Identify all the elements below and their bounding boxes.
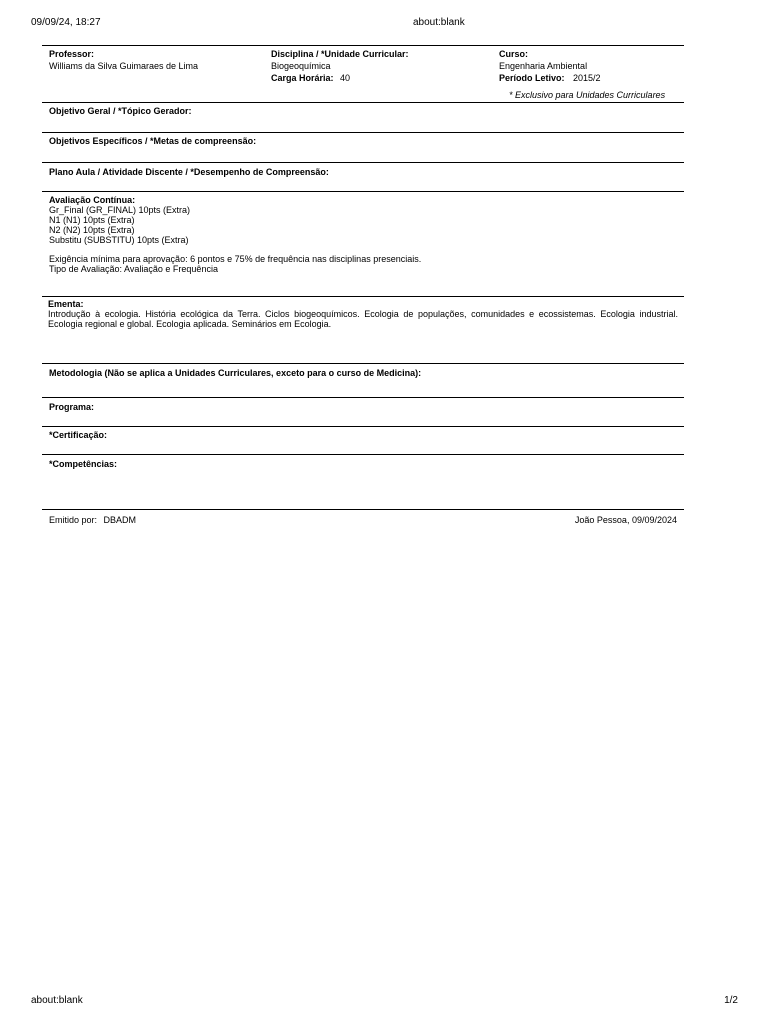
programa-label: Programa: — [49, 402, 95, 412]
print-datetime: 09/09/24, 18:27 — [31, 17, 101, 28]
emitido-label: Emitido por: — [49, 515, 98, 525]
ementa-section — [48, 299, 678, 329]
divider — [42, 45, 684, 46]
divider — [42, 132, 684, 133]
print-title: about:blank — [413, 17, 465, 28]
divider — [42, 363, 684, 364]
divider — [42, 191, 684, 192]
ementa-line-1: Introdução à ecologia. História ecológica da Terra. Ciclos biogeoquímicos. Ecologia de populações, comunidades e ecossistemas. Ecologia industrial. — [48, 309, 678, 319]
local-data: João Pessoa, 09/09/2024 — [574, 515, 677, 525]
divider — [42, 102, 684, 103]
periodo-value: 2015/2 — [573, 73, 601, 83]
plano-aula-label: Plano Aula / Atividade Discente / *Desempenho de Compreensão: — [49, 167, 329, 177]
curso-label: Curso: — [499, 49, 528, 59]
divider — [42, 454, 684, 455]
carga-horaria — [271, 73, 350, 83]
tipo-avaliacao-text: Tipo de Avaliação: Avaliação e Frequência — [49, 264, 218, 274]
divider — [42, 397, 684, 398]
avaliacao-item: N2 (N2) 10pts (Extra) — [49, 225, 135, 235]
divider — [42, 509, 684, 510]
avaliacao-label: Avaliação Contínua: — [49, 195, 136, 205]
exigencia-text: Exigência mínima para aprovação: 6 pontos e 75% de frequência nas disciplinas presenciais. — [49, 254, 422, 264]
disciplina-value: Biogeoquímica — [271, 61, 331, 71]
print-footer-url: about:blank — [31, 995, 83, 1006]
exclusivo-note: * Exclusivo para Unidades Curriculares — [509, 90, 666, 100]
objetivos-especificos-label: Objetivos Específicos / *Metas de compreensão: — [49, 136, 257, 146]
objetivo-geral-label: Objetivo Geral / *Tópico Gerador: — [49, 106, 192, 116]
competencias-label: *Competências: — [49, 459, 118, 469]
curso-value: Engenharia Ambiental — [499, 61, 588, 71]
divider — [42, 296, 684, 297]
avaliacao-item: Gr_Final (GR_FINAL) 10pts (Extra) — [49, 205, 191, 215]
avaliacao-item: N1 (N1) 10pts (Extra) — [49, 215, 135, 225]
emitido-por — [49, 515, 136, 525]
periodo-letivo — [499, 73, 601, 83]
disciplina-label: Disciplina / *Unidade Curricular: — [271, 49, 409, 59]
emitido-value: DBADM — [103, 515, 137, 525]
ementa-label: Ementa: — [48, 299, 84, 309]
print-footer-page: 1/2 — [724, 995, 738, 1006]
carga-label: Carga Horária: — [271, 73, 334, 83]
avaliacao-item: Substitu (SUBSTITU) 10pts (Extra) — [49, 235, 189, 245]
certificacao-label: *Certificação: — [49, 430, 108, 440]
carga-value: 40 — [340, 73, 351, 83]
divider — [42, 426, 684, 427]
professor-value: Williams da Silva Guimaraes de Lima — [49, 61, 199, 71]
divider — [42, 162, 684, 163]
professor-label: Professor: — [49, 49, 95, 59]
avaliacao-section — [49, 195, 677, 274]
ementa-line-2: Ecologia regional e global. Ecologia aplicada. Seminários em Ecologia. — [48, 319, 332, 329]
periodo-label: Período Letivo: — [499, 73, 565, 83]
metodologia-label: Metodologia (Não se aplica a Unidades Curriculares, exceto para o curso de Medicina): — [49, 368, 422, 378]
